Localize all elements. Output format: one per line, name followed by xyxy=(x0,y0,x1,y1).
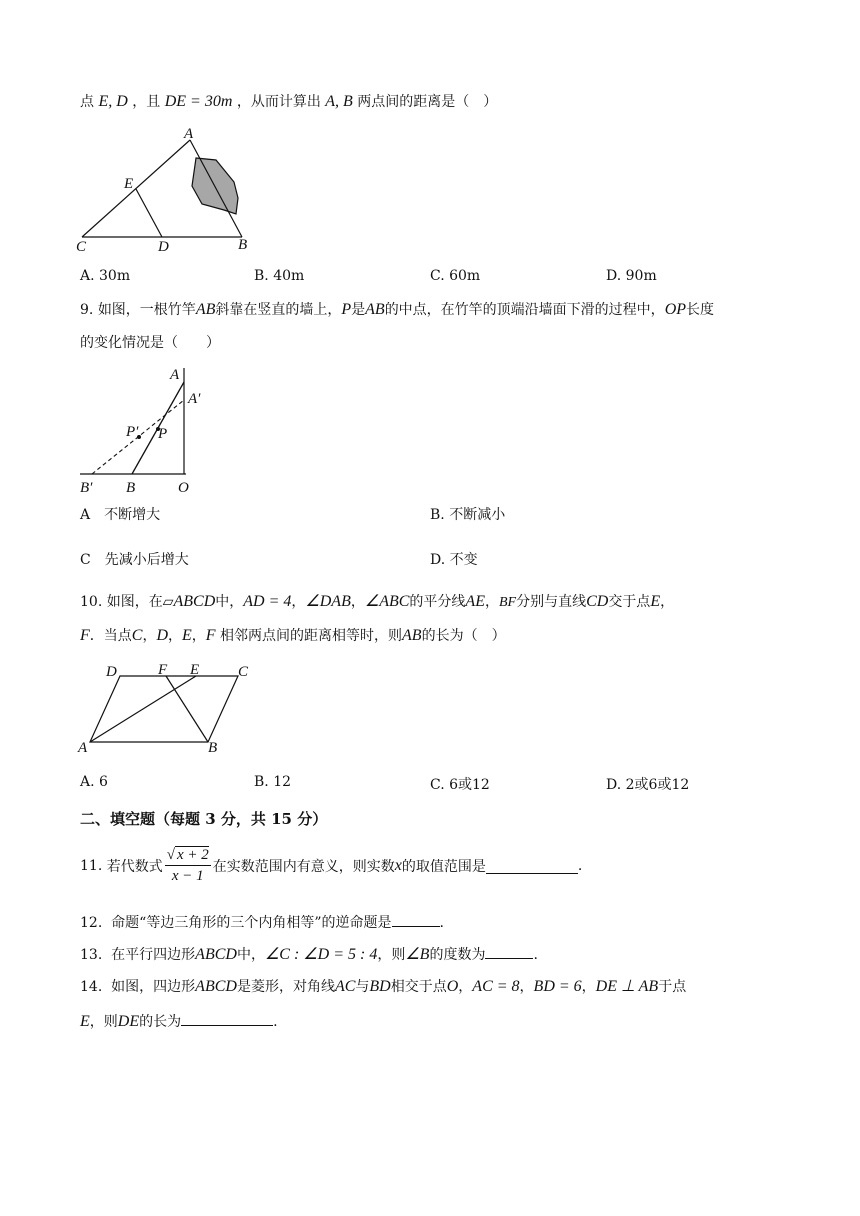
q14-answer-blank[interactable] xyxy=(181,1011,273,1026)
q10-bf: BF xyxy=(498,595,517,610)
q14-o: O xyxy=(446,978,459,995)
label-e: E xyxy=(190,662,200,678)
parallelogram-abcd xyxy=(90,676,238,742)
q14-text: ， xyxy=(519,979,534,995)
q14-text: 如图，四边形 xyxy=(111,979,196,995)
q8-text: 两点间的距离是（ ） xyxy=(357,94,498,110)
label-b: B xyxy=(126,480,136,496)
q11-x: x xyxy=(394,857,402,874)
q8-text: ，且 xyxy=(132,94,161,110)
q13-stem xyxy=(80,944,538,965)
q10-option-a[interactable]: A. 6 xyxy=(80,774,108,790)
q10-f: F xyxy=(80,627,90,644)
q11-answer-blank[interactable] xyxy=(486,859,578,874)
q10-text: ， xyxy=(660,594,675,610)
label-a: A xyxy=(170,367,180,383)
q14-e: E xyxy=(80,1013,90,1030)
q14-number: 14. xyxy=(80,979,103,995)
q10-comma: ， xyxy=(168,628,183,644)
segment-ed xyxy=(136,189,162,237)
q9-text: 斜靠在竖直的墙上， xyxy=(215,302,342,318)
section-heading: 二、填空题（每题 3 分，共 15 分） xyxy=(80,810,328,828)
q9-figure xyxy=(72,362,212,498)
q8-option-c[interactable]: C. 60m xyxy=(430,268,481,284)
q10-number: 10. xyxy=(80,594,103,610)
q14-perpendicular: DE ⊥ AB xyxy=(595,978,659,995)
label-e: E xyxy=(124,176,134,192)
q10-text: 交于点 xyxy=(608,594,651,610)
q9-ab: AB xyxy=(195,301,216,318)
q8-stem xyxy=(80,92,497,112)
q8-text: 点 xyxy=(80,94,94,110)
q9-option-b[interactable]: B. 不断减小 xyxy=(430,507,506,523)
q9-ab: AB xyxy=(365,301,385,318)
q12-stem xyxy=(80,912,444,933)
q9-text: 长度 xyxy=(686,302,715,318)
q14-bd: BD xyxy=(369,978,391,995)
q12-text: 命题“等边三角形的三个内角相等”的逆命题是 xyxy=(111,915,392,931)
q8-points-ed: E, D xyxy=(98,93,128,110)
label-b: B xyxy=(208,740,218,756)
q10-e: E xyxy=(182,627,192,644)
q11-text: 若代数式 xyxy=(106,859,163,875)
q13-number: 13. xyxy=(80,947,103,963)
q8-text: ，从而计算出 xyxy=(236,94,321,110)
q10-angle-dab: ∠DAB xyxy=(305,593,351,610)
parallelogram-icon: ▱ xyxy=(162,594,174,610)
q13-text: 的度数为 xyxy=(429,947,486,963)
q10-e: E xyxy=(650,593,661,610)
q10-text: ， xyxy=(291,594,306,610)
q13-angle-b: ∠B xyxy=(405,946,430,963)
q14-de: DE xyxy=(117,1013,140,1030)
q14-bd-value: BD = 6 xyxy=(533,978,582,995)
label-d: D xyxy=(106,664,117,680)
q10-stem-line2 xyxy=(80,626,506,646)
q14-abcd: ABCD xyxy=(195,978,237,995)
q11-number: 11. xyxy=(80,858,103,874)
q10-text: 相邻两点间的距离相等时，则 xyxy=(220,628,403,644)
q12-answer-blank[interactable] xyxy=(392,912,440,927)
q8-option-b[interactable]: B. 40m xyxy=(254,268,305,284)
q12-end: . xyxy=(439,915,444,931)
q14-ac: AC xyxy=(334,978,356,995)
q14-ac-value: AC = 8 xyxy=(472,978,520,995)
q11-denominator: x − 1 xyxy=(171,868,204,884)
q10-abcd: ABCD xyxy=(173,593,216,610)
q9-option-c[interactable]: C 先减小后增大 xyxy=(80,552,189,568)
q9-text: 的中点，在竹竿的顶端沿墙面下滑的过程中， xyxy=(384,302,665,318)
q8-option-d[interactable]: D. 90m xyxy=(606,268,657,284)
q10-text: ， xyxy=(484,594,499,610)
bisector-ae xyxy=(90,676,196,742)
label-a: A xyxy=(184,126,194,142)
q10-option-d[interactable]: D. 2或6或12 xyxy=(606,777,690,793)
q14-stem-line2 xyxy=(80,1011,278,1032)
q10-text: ， xyxy=(350,594,365,610)
q10-text: 如图，在 xyxy=(106,594,163,610)
q9-text: 是 xyxy=(351,302,366,318)
label-f: F xyxy=(158,662,168,678)
q10-text: 分别与直线 xyxy=(516,594,587,610)
q13-text: 中， xyxy=(236,947,265,963)
q10-f: F xyxy=(205,627,216,644)
q13-text: 在平行四边形 xyxy=(111,947,196,963)
q14-text: ， xyxy=(458,979,473,995)
q10-option-c[interactable]: C. 6或12 xyxy=(430,777,490,793)
q10-text: 的平分线 xyxy=(409,594,466,610)
label-p-prime: P′ xyxy=(126,424,139,440)
q11-stem xyxy=(80,842,582,890)
q10-figure xyxy=(72,658,272,758)
q14-text: 是菱形，对角线 xyxy=(236,979,335,995)
q11-radicand: x + 2 xyxy=(176,847,209,863)
q10-angle-abc: ∠ABC xyxy=(364,593,410,610)
q10-cd: CD xyxy=(586,593,609,610)
q9-p: P xyxy=(341,301,352,318)
label-b-prime: B′ xyxy=(80,480,93,496)
label-b: B xyxy=(238,237,248,253)
q10-d: D xyxy=(156,627,169,644)
label-a: A xyxy=(78,740,88,756)
label-a-prime: A′ xyxy=(188,391,201,407)
q9-number: 9. xyxy=(80,302,94,318)
q13-answer-blank[interactable] xyxy=(485,944,533,959)
q13-text: ，则 xyxy=(377,947,406,963)
q11-text: 的取值范围是 xyxy=(401,859,486,875)
q10-comma: ， xyxy=(191,628,206,644)
label-c: C xyxy=(238,664,249,680)
q9-option-d[interactable]: D. 不变 xyxy=(430,552,478,568)
q8-points-ab: A, B xyxy=(325,93,353,110)
q10-text: ．当点 xyxy=(89,628,132,644)
q14-stem xyxy=(80,977,686,997)
q9-text: 如图，一根竹竿 xyxy=(97,302,196,318)
q11-end: . xyxy=(577,858,583,874)
q9-stem xyxy=(80,300,714,320)
q9-stem-line2: 的变化情况是（ ） xyxy=(80,335,220,351)
q14-end: . xyxy=(273,1014,278,1030)
q8-figure xyxy=(72,124,272,254)
q8-option-a[interactable]: A. 30m xyxy=(80,268,131,284)
q10-ae: AE xyxy=(465,593,485,610)
q10-option-b[interactable]: B. 12 xyxy=(254,774,292,790)
q10-comma: ， xyxy=(142,628,157,644)
q11-numerator: √ x + 2 xyxy=(165,847,211,866)
q10-ad: AD = 4 xyxy=(243,593,292,610)
segment-ca xyxy=(82,140,190,237)
q13-end: . xyxy=(533,947,538,963)
q13-abcd: ABCD xyxy=(195,946,237,963)
label-p: P xyxy=(158,426,168,442)
q14-text: 与 xyxy=(355,979,370,995)
q10-stem xyxy=(80,592,674,613)
q13-ratio: ∠C : ∠D = 5 : 4 xyxy=(264,946,378,963)
q14-text: 于点 xyxy=(658,979,687,995)
q8-de-equation: DE = 30m xyxy=(164,93,233,110)
q9-option-a[interactable]: A 不断增大 xyxy=(80,507,161,523)
q10-ab: AB xyxy=(402,627,422,644)
q14-text: ， xyxy=(581,979,596,995)
q14-text: ，则 xyxy=(89,1014,118,1030)
q9-op: OP xyxy=(664,301,687,318)
label-c: C xyxy=(76,239,87,254)
label-d: D xyxy=(158,239,169,254)
q11-fraction xyxy=(165,847,211,885)
q12-number: 12. xyxy=(80,915,103,931)
q14-text: 的长为 xyxy=(139,1014,182,1030)
bisector-bf xyxy=(166,676,208,742)
q11-text: 在实数范围内有意义，则实数 xyxy=(212,859,395,875)
q10-text: 中， xyxy=(215,594,244,610)
label-o: O xyxy=(178,480,189,496)
q14-text: 相交于点 xyxy=(390,979,447,995)
q10-c: C xyxy=(131,627,143,644)
q10-text: 的长为（ ） xyxy=(421,628,506,644)
